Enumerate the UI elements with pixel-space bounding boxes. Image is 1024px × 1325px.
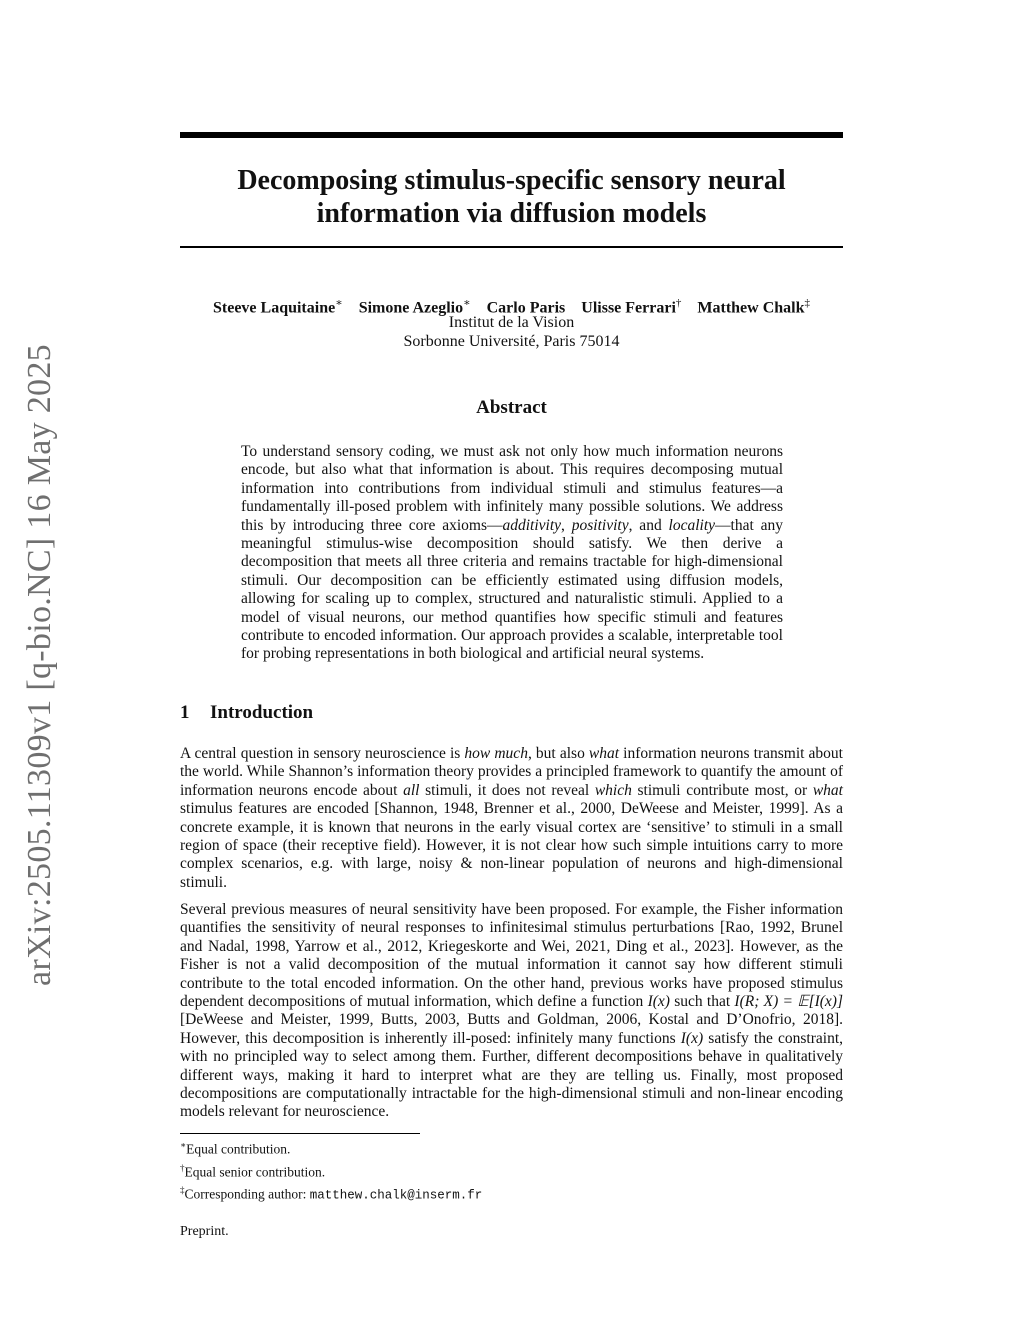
corresponding-email: matthew.chalk@inserm.fr xyxy=(309,1188,483,1203)
abstract-text: , xyxy=(561,516,572,534)
author-name: Ulisse Ferrari xyxy=(581,299,676,317)
section-number: 1 xyxy=(180,702,190,723)
author-name: Carlo Paris xyxy=(486,299,566,317)
abstract-body xyxy=(241,443,783,664)
author-mark: ‡ xyxy=(804,297,810,309)
para-emphasis: what xyxy=(812,781,843,799)
para-text: information neurons transmit about the world. While Shannon’s information theory provides a principled framework to quantify the amount of information neurons encode about xyxy=(180,745,843,799)
para-text: Several previous measures of neural sensitivity have been proposed. For example, the Fisher information quantifies the sensitivity of neural responses to infinitesimal stimulus perturbations [Rao, 1992, Brunel and Nadal, 1998, Yarrow et al., 2012, Kriegeskorte and Wei, 2021, Ding et al., 2023]. However, as the Fisher is not a valid decomposition of the mutual information it cannot say how different stimuli contribute to the total encoded information. On the other hand, previous works have proposed stimulus dependent decompositions of mutual information, which define a function xyxy=(180,901,843,1011)
abstract-emphasis: locality xyxy=(668,516,716,534)
preprint-label: Preprint. xyxy=(180,1224,229,1239)
intro-paragraph-1 xyxy=(180,745,843,892)
para-text: stimuli contribute most, or xyxy=(631,781,813,799)
abstract-text: —that any meaningful stimulus-wise decomposition should satisfy. We then derive a decomposition that meets all three criteria and remains tractable for high-dimensional stimuli. Our decomposition can be efficiently estimated using diffusion models, allowing for scaling up to complex, structured and naturalistic stimuli. Applied to a model of visual neurons, our method quantifies how specific stimuli and features contribute to encoded information. Our approach provides a scalable, interpretable tool for probing representations in both biological and artificial neural systems. xyxy=(241,516,784,663)
title-line-1: Decomposing stimulus-specific sensory neural xyxy=(237,165,786,196)
para-text: such that xyxy=(669,993,735,1011)
footnote-mark: † xyxy=(180,1162,185,1173)
footnote-rule xyxy=(180,1133,420,1134)
author-mark: ∗ xyxy=(335,297,343,309)
abstract-heading: Abstract xyxy=(476,397,547,418)
footnote-text: Corresponding author: xyxy=(184,1186,310,1202)
para-text: , but also xyxy=(527,745,589,762)
author-mark: † xyxy=(675,297,682,309)
paper-title xyxy=(180,164,843,230)
para-emphasis: what xyxy=(588,745,620,762)
footnotes xyxy=(180,1136,843,1206)
author-name: Steeve Laquitaine xyxy=(212,299,336,317)
footnote-mark: ∗ xyxy=(180,1140,187,1150)
inline-math: I(x) xyxy=(680,1029,704,1047)
abstract-emphasis: additivity xyxy=(502,516,562,534)
para-text: stimulus features are encoded [Shannon, 1948, Brenner et al., 2000, DeWeese and Meister, 1999]. As a concrete example, it is known that neurons in the early visual cortex are ‘sensitive’ to stimuli in a small region of space (their receptive field). However, it is not clear how such simple intuitions carry to more complex scenarios, e.g. with large, noisy & non-linear population of neurons and high-dimensional stimuli. xyxy=(180,800,843,891)
footnote-mark: ‡ xyxy=(180,1185,185,1195)
inline-math: I(R; X) = 𝔼[I(x)] xyxy=(734,993,844,1011)
para-text: [DeWeese and Meister, 1999, Butts, 2003, Butts and Goldman, 2006, Kostal and D’Onofrio, 2018]. However, this decomposition is inherently ill-posed: infinitely many functions xyxy=(180,1011,843,1047)
para-text: stimuli, it does not reveal xyxy=(419,781,595,799)
footnote-text: Equal senior contribution. xyxy=(184,1164,326,1179)
footnote-text: Equal contribution. xyxy=(186,1141,291,1157)
footnote-3 xyxy=(180,1181,843,1206)
para-emphasis: which xyxy=(594,781,632,799)
para-text: satisfy the constraint, with no principled way to select among them. Further, different decompositions behave in qualitatively different ways, making it hard to interpret what are they are telling us. Finally, most proposed decompositions are computationally intractable for the high-dimensional stimuli and non-linear encoding models relevant for neuroscience. xyxy=(180,1029,843,1121)
abstract-text: To understand sensory coding, we must ask not only how much information neurons encode, but also what that information is about. This requires decomposing mutual information into contributions from individual stimuli and stimulus features—a fundamentally ill-posed problem with infinitely many possible solutions. We address this by introducing three core axioms— xyxy=(241,443,783,534)
title-bottom-rule xyxy=(180,246,843,248)
author-mark: ∗ xyxy=(463,297,471,309)
footnote-1 xyxy=(180,1136,843,1159)
affiliation xyxy=(180,313,843,351)
affiliation-line-1: Institut de la Vision xyxy=(448,314,575,331)
para-text: A central question in sensory neuroscience is xyxy=(180,745,465,762)
para-emphasis: all xyxy=(403,781,420,799)
abstract-text: , and xyxy=(628,516,669,534)
inline-math: I(x) xyxy=(647,993,670,1011)
title-line-2: information via diffusion models xyxy=(316,198,707,229)
section-heading xyxy=(180,702,843,724)
author-name: Matthew Chalk xyxy=(697,299,805,317)
intro-paragraph-2 xyxy=(180,901,843,1122)
arxiv-side-stamp: arXiv:2505.11309v1 [q-bio.NC] 16 May 2025 xyxy=(21,344,58,986)
para-emphasis: how much xyxy=(464,745,528,762)
abstract-emphasis: positivity xyxy=(571,516,629,534)
footnote-2 xyxy=(180,1159,843,1182)
title-top-rule xyxy=(180,132,843,138)
author-name: Simone Azeglio xyxy=(358,299,464,317)
affiliation-line-2: Sorbonne Université, Paris 75014 xyxy=(403,333,620,350)
section-title: Introduction xyxy=(210,702,314,723)
